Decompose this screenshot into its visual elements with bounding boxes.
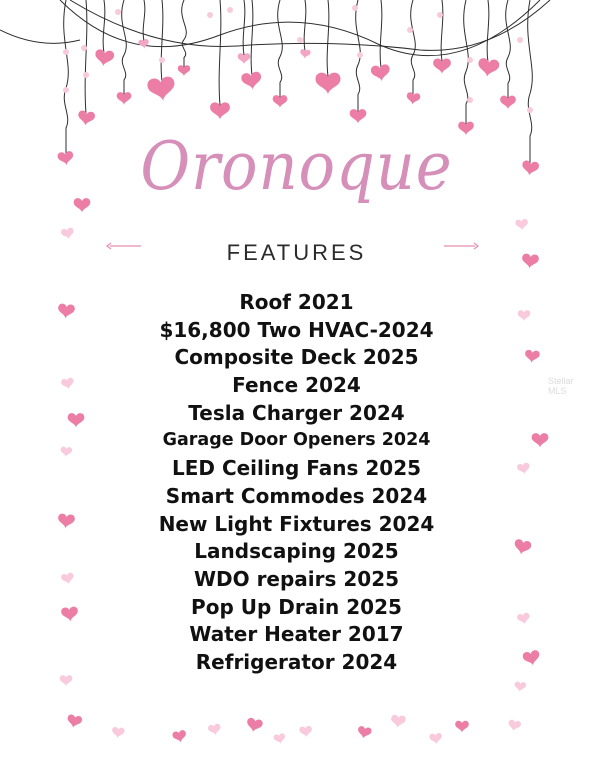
right-arrow-icon: [443, 241, 479, 251]
features-list: [0, 289, 593, 677]
feature-item: $16,800 Two HVAC-2024: [159, 317, 434, 342]
bead-dot: [467, 97, 473, 103]
heart-icon: [515, 219, 529, 231]
bead-dot: [352, 5, 358, 11]
bead-dot: [63, 87, 69, 93]
heart-icon: [60, 675, 73, 686]
garland-string: [103, 0, 105, 53]
garland-string: [219, 0, 221, 105]
bead-dot: [297, 37, 303, 43]
watermark: Stellar MLS: [548, 376, 574, 396]
garland-string: [411, 0, 416, 95]
heart-icon: [356, 725, 372, 739]
subtitle: FEATURES: [226, 240, 367, 265]
heart-icon: [66, 714, 83, 729]
bead-dot: [527, 107, 533, 113]
garland-string: [380, 0, 382, 68]
bead-dot: [115, 9, 121, 15]
heart-icon: [207, 723, 222, 736]
garland-string: [251, 0, 253, 75]
bead-dot: [517, 37, 523, 43]
bead-dot: [83, 72, 89, 78]
heart-icon: [455, 721, 469, 733]
bead-dot: [63, 49, 69, 55]
garland-string: [506, 0, 511, 98]
feature-item: LED Ceiling Fans 2025: [171, 456, 422, 481]
garland-string: [0, 30, 80, 43]
feature-item: Smart Commodes 2024: [165, 483, 428, 508]
feature-item: Water Heater 2017: [189, 622, 404, 647]
garland-string: [278, 0, 283, 97]
heart-icon: [507, 719, 522, 732]
garland-string: [441, 0, 443, 61]
garland-string: [487, 0, 489, 62]
heart-icon: [390, 714, 406, 728]
page-title: Oronoque: [140, 128, 453, 205]
garland-string: [122, 0, 127, 94]
heart-icon: [514, 681, 526, 692]
subtitle-row: [0, 238, 593, 272]
garland-string: [60, 0, 540, 56]
heart-icon: [429, 733, 443, 745]
feature-item: New Light Fixtures 2024: [158, 511, 435, 536]
feature-item: Landscaping 2025: [194, 539, 399, 564]
bead-dot: [207, 12, 213, 18]
bead-dot: [467, 57, 473, 63]
garland-string: [85, 0, 87, 114]
bead-dot: [357, 52, 363, 58]
feature-item: Refrigerator 2024: [195, 649, 398, 674]
garland-string: [161, 0, 163, 82]
garland-string: [182, 0, 187, 67]
feature-item: Pop Up Drain 2025: [191, 594, 402, 619]
garland-string: [464, 0, 469, 124]
bead-dot: [437, 12, 443, 18]
heart-icon: [172, 729, 188, 743]
feature-item: Composite Deck 2025: [174, 345, 419, 370]
heart-icon: [273, 733, 286, 745]
heart-icon: [111, 727, 125, 739]
garland-string: [327, 0, 329, 76]
feature-item: Tesla Charger 2024: [188, 400, 405, 425]
feature-item: Roof 2021: [239, 290, 354, 314]
heart-icon: [245, 717, 263, 734]
bead-dot: [227, 7, 233, 13]
feature-item: Garage Door Openers 2024: [162, 430, 431, 451]
bead-dot: [81, 45, 87, 51]
bead-dot: [159, 57, 165, 63]
feature-item: Fence 2024: [232, 373, 361, 398]
heart-icon: [299, 726, 313, 738]
feature-item: WDO repairs 2025: [193, 566, 400, 591]
bead-dot: [407, 27, 413, 33]
